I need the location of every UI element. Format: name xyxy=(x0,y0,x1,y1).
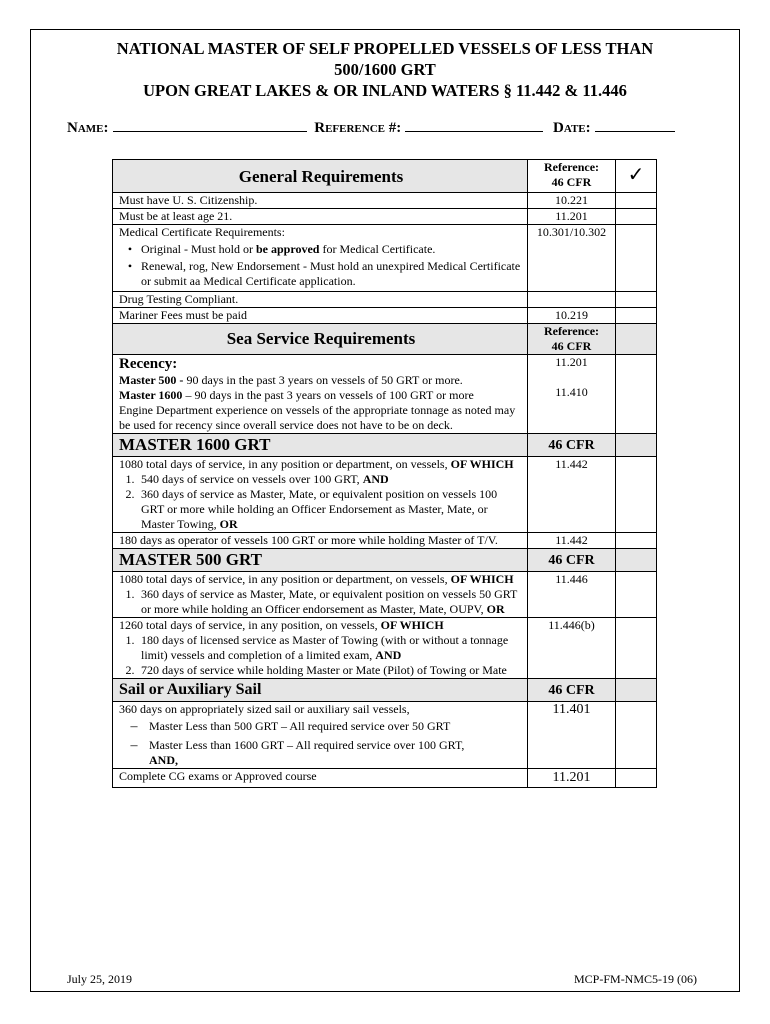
age-row xyxy=(113,209,656,225)
sea-heading: Sea Service Requirements xyxy=(226,329,416,348)
general-heading: General Requirements xyxy=(238,166,404,186)
footer-form-code: MCP-FM-NMC5-19 (06) xyxy=(574,972,698,986)
exam-check[interactable] xyxy=(616,769,656,787)
recency-ref-2: 11.410 xyxy=(555,385,588,399)
name-label: Name: xyxy=(67,120,109,136)
master1600-ref: 11.442 xyxy=(528,457,616,532)
exam-text: Complete CG exams or Approved course xyxy=(113,769,528,787)
master500-header-row xyxy=(113,549,656,572)
medical-row xyxy=(113,225,656,292)
master500-check[interactable] xyxy=(616,572,656,617)
reference-field[interactable] xyxy=(405,117,543,132)
sail-ref: 11.401 xyxy=(528,702,616,768)
master1600-check[interactable] xyxy=(616,457,656,532)
master500-ref: 11.446 xyxy=(528,572,616,617)
date-field[interactable] xyxy=(595,117,675,132)
name-field[interactable] xyxy=(113,117,307,132)
medical-ref: 10.301/10.302 xyxy=(528,225,616,291)
list-item: 1. 360 days of service as Master, Mate, or equivalent position on vessels 50 GRT or more while holding an Officer endorsement as Master, Mate, OUPV, OR xyxy=(125,587,518,616)
recency-check[interactable] xyxy=(616,355,656,433)
citizenship-ref: 10.221 xyxy=(528,193,616,208)
age-text: Must be at least age 21. xyxy=(113,209,528,224)
general-header-row xyxy=(113,160,656,193)
master1600-cfr: 46 CFR xyxy=(548,437,595,453)
sail-cfr: 46 CFR xyxy=(548,682,595,698)
footer-date: July 25, 2019 xyxy=(67,972,133,986)
bullet-icon: • xyxy=(127,242,133,256)
list-item: 1. 180 days of licensed service as Master of Towing (with or without a tonnage limit) vessels and completion of a limited exam, AND xyxy=(125,633,509,662)
document-title xyxy=(30,38,740,101)
bullet-icon: • xyxy=(127,259,133,273)
list-item: 2. 720 days of service while holding Master or Mate (Pilot) of Towing or Mate xyxy=(125,663,507,677)
list-item: – Master Less than 500 GRT – All required service over 50 GRT xyxy=(130,719,451,734)
medical-check[interactable] xyxy=(616,225,656,291)
list-item: • Original - Must hold or be approved for Medical Certificate. xyxy=(119,242,523,257)
exam-row xyxy=(113,769,656,787)
check-icon: ✓ xyxy=(627,164,645,186)
operator-text: 180 days as operator of vessels 100 GRT or more while holding Master of T/V. xyxy=(113,533,528,548)
operator-check[interactable] xyxy=(616,533,656,548)
citizenship-text: Must have U. S. Citizenship. xyxy=(113,193,528,208)
general-ref-heading: Reference: xyxy=(543,160,600,174)
list-item: – Master Less than 1600 GRT – All required service over 100 GRT, AND, xyxy=(130,738,465,767)
list-item: 1. 540 days of service on vessels over 100 GRT, AND xyxy=(125,472,389,486)
fees-text: Mariner Fees must be paid xyxy=(113,308,528,323)
operator-ref: 11.442 xyxy=(528,533,616,548)
date-label: Date: xyxy=(552,120,591,136)
medical-text: Medical Certificate Requirements: xyxy=(119,225,285,239)
drug-check[interactable] xyxy=(616,292,656,307)
title-line-2: 500/1600 GRT xyxy=(334,60,436,79)
recency-ref-1: 11.201 xyxy=(555,355,588,369)
recency-heading: Recency: xyxy=(119,356,178,372)
fees-ref: 10.219 xyxy=(528,308,616,323)
sail-intro: 360 days on appropriately sized sail or auxiliary sail vessels, xyxy=(119,702,410,716)
age-check[interactable] xyxy=(616,209,656,224)
applicant-fields xyxy=(67,117,675,137)
general-ref-cfr: 46 CFR xyxy=(551,175,592,189)
sea-ref-cfr: 46 CFR xyxy=(551,339,592,353)
drug-row xyxy=(113,292,656,308)
sail-heading: Sail or Auxiliary Sail xyxy=(119,681,262,698)
master500-cfr: 46 CFR xyxy=(548,552,595,568)
drug-text: Drug Testing Compliant. xyxy=(113,292,528,307)
master500-alt-check[interactable] xyxy=(616,618,656,678)
title-line-3: UPON GREAT LAKES & OR INLAND WATERS § 11.442 & 11.446 xyxy=(143,81,627,100)
sail-check[interactable] xyxy=(616,702,656,768)
master1600-heading: MASTER 1600 GRT xyxy=(119,435,271,454)
fees-row xyxy=(113,308,656,324)
age-ref: 11.201 xyxy=(528,209,616,224)
list-item: 2. 360 days of service as Master, Mate, or equivalent position on vessels 100 GRT or more while holding an Officer Endorsement as Master, Mate, or Master Towing, OR xyxy=(125,487,498,531)
sea-header-row xyxy=(113,324,656,355)
list-item: • Renewal, rog, New Endorsement - Must hold an unexpired Medical Certificate or submit aa Medical Certificate application. xyxy=(119,259,523,289)
sail-service-row xyxy=(113,702,656,769)
master1600-service-row: 1080 total days of service, in any position or department, on vessels, OF WHICH 1. 540 days of service on vessels over 100 GRT, AND 2. 360 days of service as Master, Mate, or equivalent position on vessels 100 GRT or more while holding an Officer Endorsement as Master, Mate, or Master Towing, OR 11.442 xyxy=(113,457,656,533)
exam-ref: 11.201 xyxy=(528,769,616,787)
title-line-1: NATIONAL MASTER OF SELF PROPELLED VESSELS OF LESS THAN xyxy=(116,39,654,58)
sea-ref-heading: Reference: xyxy=(543,324,600,338)
reference-label: Reference #: xyxy=(314,120,402,136)
recency-row: Recency: Master 500 - 90 days in the past 3 years on vessels of 50 GRT or more. Master 1600 – 90 days in the past 3 years on vessels of 100 GRT or more Engine Department experience on vessels of the appropriate tonnage as noted may be used for recency since overall service does not have to be on deck. 11.201 11.410 xyxy=(113,355,656,434)
master1600-operator-row xyxy=(113,533,656,549)
citizenship-row xyxy=(113,193,656,209)
sail-header-row xyxy=(113,679,656,702)
fees-check[interactable] xyxy=(616,308,656,323)
engine-text: Engine Department experience on vessels of the appropriate tonnage as noted may be used for recency since overall service does not have to be on deck. xyxy=(119,403,516,432)
master500-alt-ref: 11.446(b) xyxy=(528,618,616,678)
master500-service-row: 1080 total days of service, in any position or department, on vessels, OF WHICH 1. 360 days of service as Master, Mate, or equivalent position on vessels 50 GRT or more while holding an Officer endorsement as Master, Mate, OUPV, OR 11.446 xyxy=(113,572,656,618)
requirements-table xyxy=(112,159,657,788)
master500-alt-row: 1260 total days of service, in any position, on vessels, OF WHICH 1. 180 days of licensed service as Master of Towing (with or without a tonnage limit) vessels and completion of a limited exam, AND 2. 720 days of service while holding Master or Mate (Pilot) of Towing or Mate 11.446(b) xyxy=(113,618,656,679)
master1600-header-row xyxy=(113,434,656,457)
master500-heading: MASTER 500 GRT xyxy=(119,550,262,569)
citizenship-check[interactable] xyxy=(616,193,656,208)
